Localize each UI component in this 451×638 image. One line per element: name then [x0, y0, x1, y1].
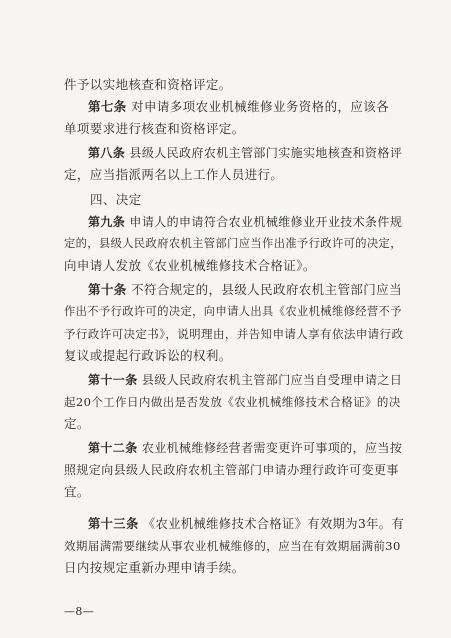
text-line: 定，应当指派两名以上工作人员进行。 — [64, 167, 284, 182]
text-line: 日内按规定重新办理申请手续。 — [64, 560, 245, 575]
article-number: 第十二条 — [88, 441, 138, 455]
article-line: 第八条 县级人民政府农机主管部门实施实地核查和资格评 — [88, 146, 403, 160]
text-line: 效期届满需要继续从事农业机械维修的，应当在有效期届满前30 — [64, 539, 401, 553]
article-line: 第九条 申请人的申请符合农业机械维修业开业技术条件规 — [88, 215, 403, 229]
text-line: 起20个工作日内做出是否发放《农业机械维修技术合格证》的决 — [64, 395, 401, 409]
text-line: 作出不予行政许可的决定，向申请人出具《农业机械维修经营不予 — [64, 305, 402, 318]
text-line: 复议或提起行政诉讼的权利。 — [64, 348, 232, 363]
article-number: 第十一条 — [88, 373, 138, 387]
article-number: 第八条 — [88, 146, 126, 160]
article-number: 第十条 — [88, 282, 127, 297]
article-line: 第七条 对申请多项农业机械维修业务资格的，应该各 — [88, 99, 390, 114]
page-number: —8— — [64, 605, 95, 618]
article-number: 第十三条 — [88, 516, 139, 531]
text-line: 宜。 — [64, 484, 90, 499]
article-number: 第七条 — [88, 99, 127, 114]
text-line: 单项要求进行核查和资格评定。 — [64, 121, 245, 136]
article-line: 第十二条 农业机械维修经营者需变更许可事项的，应当按 — [88, 441, 403, 455]
text-line: 向申请人发放《农业机械维修技术合格证》。 — [64, 258, 316, 273]
article-line: 第十三条 《农业机械维修技术合格证》有效期为3年。有 — [88, 516, 404, 531]
text-line: 照规定向县级人民政府农机主管部门申请办理行政许可变更事 — [64, 463, 399, 477]
section-heading: 四、决定 — [90, 192, 142, 207]
text-line: 定的，县级人民政府农机主管部门应当作出准予行政许可的决定， — [64, 237, 402, 250]
article-line: 第十条 不符合规定的，县级人民政府农机主管部门应当 — [88, 282, 402, 297]
text-line: 定。 — [64, 416, 90, 431]
text-line: 件予以实地核查和资格评定。 — [64, 77, 232, 92]
article-line: 第十一条 县级人民政府农机主管部门应当自受理申请之日 — [88, 373, 403, 387]
text-line: 予行政许可决定书》，说明理由，并告知申请人享有依法申请行政 — [64, 327, 404, 341]
article-number: 第九条 — [88, 215, 126, 229]
